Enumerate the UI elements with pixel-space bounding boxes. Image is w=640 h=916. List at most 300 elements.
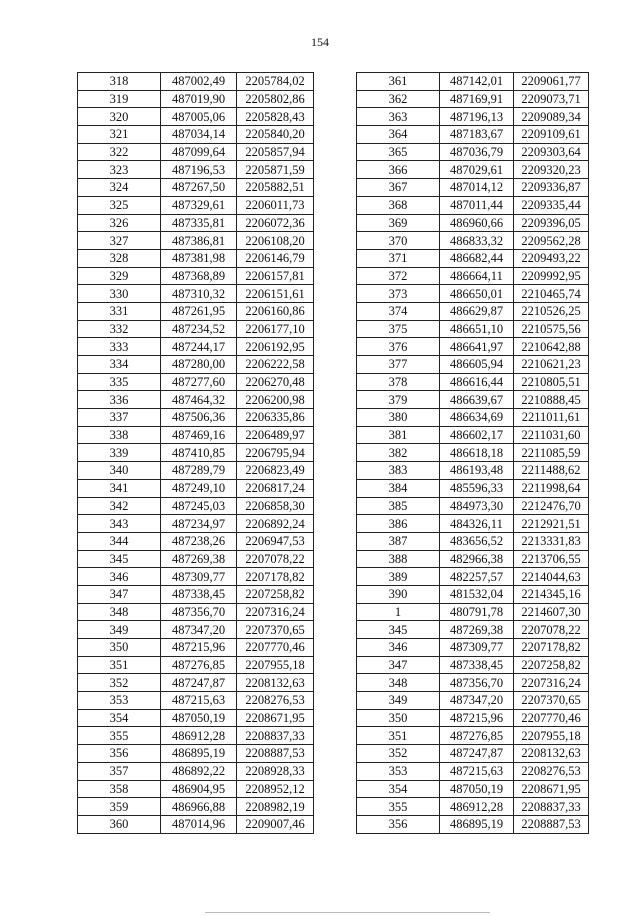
x-coordinate-cell: 487469,16 [161, 426, 237, 444]
x-coordinate-cell: 486605,94 [440, 356, 514, 374]
point-number-cell: 362 [357, 90, 440, 108]
x-coordinate-cell: 486634,69 [440, 409, 514, 427]
x-coordinate-cell: 486664,11 [440, 267, 514, 285]
y-coordinate-cell: 2206011,73 [237, 196, 314, 214]
x-coordinate-cell: 487269,38 [161, 550, 237, 568]
point-number-cell: 349 [78, 621, 161, 639]
y-coordinate-cell: 2206858,30 [237, 497, 314, 515]
x-coordinate-cell: 487142,01 [440, 73, 514, 91]
point-number-cell: 327 [78, 232, 161, 250]
point-number-cell: 373 [357, 285, 440, 303]
x-coordinate-cell: 487347,20 [161, 621, 237, 639]
y-coordinate-cell: 2214607,30 [514, 603, 589, 621]
x-coordinate-cell: 486602,17 [440, 426, 514, 444]
point-number-cell: 370 [357, 232, 440, 250]
table-row [78, 391, 314, 409]
point-number-cell: 337 [78, 409, 161, 427]
point-number-cell: 355 [78, 727, 161, 745]
point-number-cell: 345 [78, 550, 161, 568]
table-row [78, 462, 314, 480]
point-number-cell: 351 [357, 727, 440, 745]
coordinates-table-right [356, 72, 589, 834]
x-coordinate-cell: 486193,48 [440, 462, 514, 480]
y-coordinate-cell: 2212476,70 [514, 497, 589, 515]
y-coordinate-cell: 2205871,59 [237, 161, 314, 179]
point-number-cell: 349 [357, 692, 440, 710]
point-number-cell: 358 [78, 780, 161, 798]
y-coordinate-cell: 2206157,81 [237, 267, 314, 285]
point-number-cell: 318 [78, 73, 161, 91]
point-number-cell: 336 [78, 391, 161, 409]
y-coordinate-cell: 2213706,55 [514, 550, 589, 568]
table-row [78, 267, 314, 285]
y-coordinate-cell: 2207258,82 [237, 585, 314, 603]
y-coordinate-cell: 2206160,86 [237, 302, 314, 320]
point-number-cell: 352 [78, 674, 161, 692]
y-coordinate-cell: 2214345,16 [514, 585, 589, 603]
point-number-cell: 377 [357, 356, 440, 374]
table-row [357, 497, 589, 515]
point-number-cell: 351 [78, 656, 161, 674]
point-number-cell: 368 [357, 196, 440, 214]
table-row [78, 532, 314, 550]
x-coordinate-cell: 482257,57 [440, 568, 514, 586]
point-number-cell: 356 [357, 815, 440, 833]
point-number-cell: 355 [357, 798, 440, 816]
table-row [357, 232, 589, 250]
y-coordinate-cell: 2207316,24 [237, 603, 314, 621]
table-row [357, 426, 589, 444]
y-coordinate-cell: 2207770,46 [514, 709, 589, 727]
point-number-cell: 333 [78, 338, 161, 356]
y-coordinate-cell: 2210526,25 [514, 302, 589, 320]
point-number-cell: 353 [78, 692, 161, 710]
x-coordinate-cell: 487247,87 [440, 745, 514, 763]
y-coordinate-cell: 2206892,24 [237, 515, 314, 533]
x-coordinate-cell: 487036,79 [440, 143, 514, 161]
x-coordinate-cell: 487289,79 [161, 462, 237, 480]
table-row [78, 373, 314, 391]
point-number-cell: 325 [78, 196, 161, 214]
coordinates-table-left [77, 72, 314, 834]
table-row [357, 143, 589, 161]
table-row [78, 497, 314, 515]
table-row [78, 249, 314, 267]
x-coordinate-cell: 484326,11 [440, 515, 514, 533]
y-coordinate-cell: 2205840,20 [237, 126, 314, 144]
x-coordinate-cell: 487245,03 [161, 497, 237, 515]
y-coordinate-cell: 2206823,49 [237, 462, 314, 480]
y-coordinate-cell: 2208887,53 [514, 815, 589, 833]
point-number-cell: 339 [78, 444, 161, 462]
x-coordinate-cell: 486618,18 [440, 444, 514, 462]
table-row [78, 285, 314, 303]
y-coordinate-cell: 2209109,61 [514, 126, 589, 144]
y-coordinate-cell: 2209335,44 [514, 196, 589, 214]
x-coordinate-cell: 487269,38 [440, 621, 514, 639]
table-row [357, 285, 589, 303]
x-coordinate-cell: 486966,88 [161, 798, 237, 816]
table-row [357, 320, 589, 338]
y-coordinate-cell: 2209073,71 [514, 90, 589, 108]
x-coordinate-cell: 487280,00 [161, 356, 237, 374]
table-row [357, 798, 589, 816]
table-row [357, 338, 589, 356]
table-row [78, 709, 314, 727]
y-coordinate-cell: 2208132,63 [514, 745, 589, 763]
y-coordinate-cell: 2211488,62 [514, 462, 589, 480]
point-number-cell: 369 [357, 214, 440, 232]
x-coordinate-cell: 487215,63 [440, 762, 514, 780]
table-row [78, 161, 314, 179]
table-row [357, 302, 589, 320]
y-coordinate-cell: 2206795,94 [237, 444, 314, 462]
table-row [357, 373, 589, 391]
x-coordinate-cell: 486833,32 [440, 232, 514, 250]
point-number-cell: 330 [78, 285, 161, 303]
y-coordinate-cell: 2208837,33 [514, 798, 589, 816]
y-coordinate-cell: 2207770,46 [237, 639, 314, 657]
table-row [357, 674, 589, 692]
x-coordinate-cell: 487002,49 [161, 73, 237, 91]
table-row [78, 73, 314, 91]
point-number-cell: 354 [78, 709, 161, 727]
point-number-cell: 348 [78, 603, 161, 621]
y-coordinate-cell: 2210465,74 [514, 285, 589, 303]
y-coordinate-cell: 2212921,51 [514, 515, 589, 533]
table-row [357, 462, 589, 480]
y-coordinate-cell: 2205784,02 [237, 73, 314, 91]
table-row [357, 745, 589, 763]
y-coordinate-cell: 2208276,53 [237, 692, 314, 710]
point-number-cell: 320 [78, 108, 161, 126]
point-number-cell: 367 [357, 179, 440, 197]
table-row [78, 550, 314, 568]
point-number-cell: 357 [78, 762, 161, 780]
y-coordinate-cell: 2210575,56 [514, 320, 589, 338]
y-coordinate-cell: 2207078,22 [514, 621, 589, 639]
point-number-cell: 344 [78, 532, 161, 550]
table-row [78, 444, 314, 462]
x-coordinate-cell: 487034,14 [161, 126, 237, 144]
table-row [357, 73, 589, 91]
y-coordinate-cell: 2206947,53 [237, 532, 314, 550]
point-number-cell: 350 [78, 639, 161, 657]
page-number: 154 [311, 35, 329, 49]
point-number-cell: 389 [357, 568, 440, 586]
point-number-cell: 381 [357, 426, 440, 444]
table-row [78, 90, 314, 108]
y-coordinate-cell: 2207316,24 [514, 674, 589, 692]
x-coordinate-cell: 486650,01 [440, 285, 514, 303]
y-coordinate-cell: 2206072,36 [237, 214, 314, 232]
x-coordinate-cell: 487356,70 [440, 674, 514, 692]
x-coordinate-cell: 487381,98 [161, 249, 237, 267]
point-number-cell: 329 [78, 267, 161, 285]
x-coordinate-cell: 487247,87 [161, 674, 237, 692]
x-coordinate-cell: 487368,89 [161, 267, 237, 285]
page-bottom-rule [205, 912, 490, 913]
y-coordinate-cell: 2208837,33 [237, 727, 314, 745]
x-coordinate-cell: 487215,63 [161, 692, 237, 710]
x-coordinate-cell: 486960,66 [440, 214, 514, 232]
x-coordinate-cell: 487347,20 [440, 692, 514, 710]
table-row [357, 550, 589, 568]
y-coordinate-cell: 2210805,51 [514, 373, 589, 391]
point-number-cell: 342 [78, 497, 161, 515]
y-coordinate-cell: 2213331,83 [514, 532, 589, 550]
table-row [78, 727, 314, 745]
y-coordinate-cell: 2209061,77 [514, 73, 589, 91]
y-coordinate-cell: 2206335,86 [237, 409, 314, 427]
table-row [357, 621, 589, 639]
x-coordinate-cell: 486895,19 [161, 745, 237, 763]
point-number-cell: 340 [78, 462, 161, 480]
y-coordinate-cell: 2207078,22 [237, 550, 314, 568]
x-coordinate-cell: 487005,06 [161, 108, 237, 126]
x-coordinate-cell: 487238,26 [161, 532, 237, 550]
point-number-cell: 353 [357, 762, 440, 780]
x-coordinate-cell: 487276,85 [161, 656, 237, 674]
table-row [357, 196, 589, 214]
x-coordinate-cell: 487215,96 [161, 639, 237, 657]
point-number-cell: 350 [357, 709, 440, 727]
table-row [78, 426, 314, 444]
y-coordinate-cell: 2208276,53 [514, 762, 589, 780]
x-coordinate-cell: 480791,78 [440, 603, 514, 621]
x-coordinate-cell: 487215,96 [440, 709, 514, 727]
x-coordinate-cell: 487310,32 [161, 285, 237, 303]
point-number-cell: 364 [357, 126, 440, 144]
x-coordinate-cell: 487169,91 [440, 90, 514, 108]
y-coordinate-cell: 2209562,28 [514, 232, 589, 250]
point-number-cell: 319 [78, 90, 161, 108]
table-row [357, 709, 589, 727]
y-coordinate-cell: 2206146,79 [237, 249, 314, 267]
table-row [357, 515, 589, 533]
table-row [78, 780, 314, 798]
x-coordinate-cell: 487183,67 [440, 126, 514, 144]
point-number-cell: 388 [357, 550, 440, 568]
table-row [78, 409, 314, 427]
x-coordinate-cell: 487014,96 [161, 815, 237, 833]
x-coordinate-cell: 487234,52 [161, 320, 237, 338]
table-row [357, 108, 589, 126]
point-number-cell: 383 [357, 462, 440, 480]
x-coordinate-cell: 487309,77 [440, 639, 514, 657]
table-row [78, 214, 314, 232]
y-coordinate-cell: 2205802,86 [237, 90, 314, 108]
point-number-cell: 321 [78, 126, 161, 144]
table-row [357, 126, 589, 144]
y-coordinate-cell: 2206200,98 [237, 391, 314, 409]
x-coordinate-cell: 486616,44 [440, 373, 514, 391]
point-number-cell: 348 [357, 674, 440, 692]
x-coordinate-cell: 482966,38 [440, 550, 514, 568]
table-row [357, 179, 589, 197]
point-number-cell: 346 [357, 639, 440, 657]
x-coordinate-cell: 486895,19 [440, 815, 514, 833]
y-coordinate-cell: 2206192,95 [237, 338, 314, 356]
point-number-cell: 335 [78, 373, 161, 391]
table-row [78, 338, 314, 356]
x-coordinate-cell: 487464,32 [161, 391, 237, 409]
table-row [78, 143, 314, 161]
table-row [78, 179, 314, 197]
table-row [78, 302, 314, 320]
y-coordinate-cell: 2208982,19 [237, 798, 314, 816]
table-row [78, 126, 314, 144]
y-coordinate-cell: 2211998,64 [514, 479, 589, 497]
point-number-cell: 326 [78, 214, 161, 232]
y-coordinate-cell: 2210621,23 [514, 356, 589, 374]
point-number-cell: 332 [78, 320, 161, 338]
y-coordinate-cell: 2211011,61 [514, 409, 589, 427]
point-number-cell: 328 [78, 249, 161, 267]
y-coordinate-cell: 2214044,63 [514, 568, 589, 586]
table-row [357, 780, 589, 798]
y-coordinate-cell: 2208952,12 [237, 780, 314, 798]
y-coordinate-cell: 2206222,58 [237, 356, 314, 374]
x-coordinate-cell: 487234,97 [161, 515, 237, 533]
x-coordinate-cell: 487338,45 [161, 585, 237, 603]
table-row [357, 568, 589, 586]
y-coordinate-cell: 2206151,61 [237, 285, 314, 303]
x-coordinate-cell: 487335,81 [161, 214, 237, 232]
x-coordinate-cell: 486892,22 [161, 762, 237, 780]
y-coordinate-cell: 2209992,95 [514, 267, 589, 285]
point-number-cell: 334 [78, 356, 161, 374]
table-row [357, 214, 589, 232]
table-row [357, 692, 589, 710]
y-coordinate-cell: 2207955,18 [237, 656, 314, 674]
table-row [78, 108, 314, 126]
y-coordinate-cell: 2206270,48 [237, 373, 314, 391]
table-row [357, 391, 589, 409]
point-number-cell: 341 [78, 479, 161, 497]
table-row [78, 815, 314, 833]
table-row [357, 585, 589, 603]
point-number-cell: 384 [357, 479, 440, 497]
point-number-cell: 324 [78, 179, 161, 197]
table-row [357, 762, 589, 780]
point-number-cell: 382 [357, 444, 440, 462]
y-coordinate-cell: 2208887,53 [237, 745, 314, 763]
x-coordinate-cell: 481532,04 [440, 585, 514, 603]
x-coordinate-cell: 486641,97 [440, 338, 514, 356]
table-row [357, 409, 589, 427]
x-coordinate-cell: 487329,61 [161, 196, 237, 214]
x-coordinate-cell: 487506,36 [161, 409, 237, 427]
table-row [78, 232, 314, 250]
y-coordinate-cell: 2208671,95 [514, 780, 589, 798]
table-row [357, 356, 589, 374]
table-row [357, 161, 589, 179]
point-number-cell: 390 [357, 585, 440, 603]
table-row [78, 568, 314, 586]
y-coordinate-cell: 2207370,65 [237, 621, 314, 639]
y-coordinate-cell: 2210642,88 [514, 338, 589, 356]
x-coordinate-cell: 486639,67 [440, 391, 514, 409]
table-row [357, 479, 589, 497]
x-coordinate-cell: 487267,50 [161, 179, 237, 197]
table-row [78, 762, 314, 780]
table-row [357, 656, 589, 674]
point-number-cell: 387 [357, 532, 440, 550]
x-coordinate-cell: 487261,95 [161, 302, 237, 320]
point-number-cell: 347 [78, 585, 161, 603]
x-coordinate-cell: 487244,17 [161, 338, 237, 356]
y-coordinate-cell: 2209396,05 [514, 214, 589, 232]
y-coordinate-cell: 2209336,87 [514, 179, 589, 197]
y-coordinate-cell: 2207178,82 [237, 568, 314, 586]
table-row [357, 639, 589, 657]
table-row [78, 621, 314, 639]
table-row [78, 745, 314, 763]
point-number-cell: 380 [357, 409, 440, 427]
point-number-cell: 338 [78, 426, 161, 444]
point-number-cell: 378 [357, 373, 440, 391]
y-coordinate-cell: 2207178,82 [514, 639, 589, 657]
table-row [78, 585, 314, 603]
point-number-cell: 363 [357, 108, 440, 126]
point-number-cell: 343 [78, 515, 161, 533]
point-number-cell: 352 [357, 745, 440, 763]
y-coordinate-cell: 2209007,46 [237, 815, 314, 833]
x-coordinate-cell: 487386,81 [161, 232, 237, 250]
y-coordinate-cell: 2207258,82 [514, 656, 589, 674]
y-coordinate-cell: 2208132,63 [237, 674, 314, 692]
y-coordinate-cell: 2209303,64 [514, 143, 589, 161]
point-number-cell: 371 [357, 249, 440, 267]
table-row [78, 515, 314, 533]
x-coordinate-cell: 487014,12 [440, 179, 514, 197]
point-number-cell: 361 [357, 73, 440, 91]
y-coordinate-cell: 2208671,95 [237, 709, 314, 727]
point-number-cell: 323 [78, 161, 161, 179]
table-row [78, 196, 314, 214]
table-row [357, 444, 589, 462]
point-number-cell: 331 [78, 302, 161, 320]
table-row [78, 674, 314, 692]
x-coordinate-cell: 487277,60 [161, 373, 237, 391]
point-number-cell: 366 [357, 161, 440, 179]
y-coordinate-cell: 2209089,34 [514, 108, 589, 126]
table-row [357, 603, 589, 621]
x-coordinate-cell: 487309,77 [161, 568, 237, 586]
point-number-cell: 372 [357, 267, 440, 285]
x-coordinate-cell: 487276,85 [440, 727, 514, 745]
x-coordinate-cell: 484973,30 [440, 497, 514, 515]
table-row [357, 267, 589, 285]
x-coordinate-cell: 486682,44 [440, 249, 514, 267]
point-number-cell: 354 [357, 780, 440, 798]
x-coordinate-cell: 487338,45 [440, 656, 514, 674]
table-row [78, 356, 314, 374]
y-coordinate-cell: 2206817,24 [237, 479, 314, 497]
point-number-cell: 379 [357, 391, 440, 409]
point-number-cell: 376 [357, 338, 440, 356]
y-coordinate-cell: 2209493,22 [514, 249, 589, 267]
y-coordinate-cell: 2207370,65 [514, 692, 589, 710]
table-row [357, 249, 589, 267]
x-coordinate-cell: 487029,61 [440, 161, 514, 179]
x-coordinate-cell: 486912,28 [161, 727, 237, 745]
point-number-cell: 322 [78, 143, 161, 161]
table-row [357, 815, 589, 833]
point-number-cell: 375 [357, 320, 440, 338]
table-row [78, 320, 314, 338]
